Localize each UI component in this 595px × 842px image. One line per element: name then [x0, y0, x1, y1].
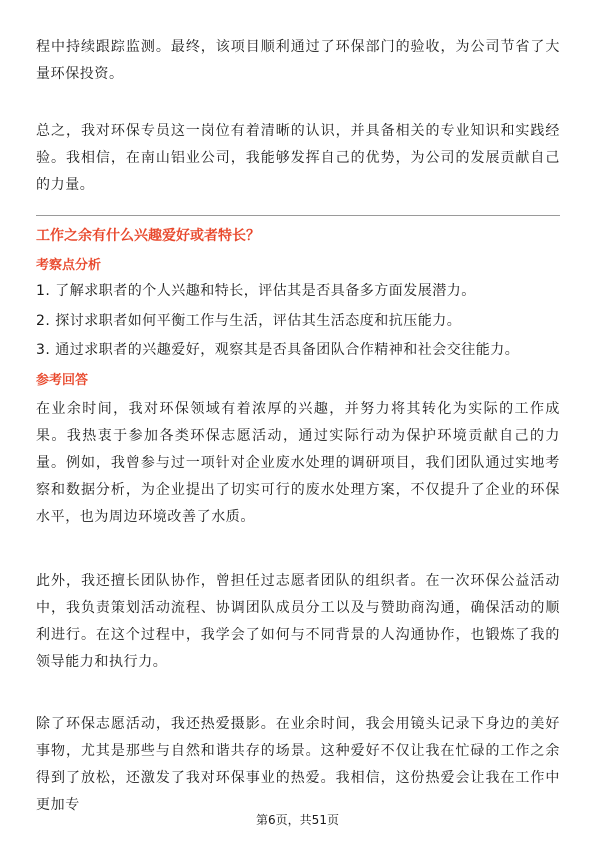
analysis-point: 1. 了解求职者的个人兴趣和特长，评估其是否具备多方面发展潜力。 — [36, 283, 476, 299]
previous-answer-paragraph-2: 总之，我对环保专员这一岗位有着清晰的认识，并具备相关的专业知识和实践经验。我相信，在南山铝业公司，我能够发挥自己的优势，为公司的发展贡献自己的力量。 — [36, 123, 560, 193]
previous-answer-paragraph-1: 程中持续跟踪监测。最终，该项目顺利通过了环保部门的验收，为公司节省了大量环保投资。 — [36, 39, 560, 82]
answer-heading: 参考回答 — [36, 373, 89, 388]
analysis-heading: 考察点分析 — [36, 258, 102, 273]
page-number: 第6页，共51页 — [256, 813, 339, 827]
answer-paragraph: 此外，我还擅长团队协作，曾担任过志愿者团队的组织者。在一次环保公益活动中，我负责策划活动流程、协调团队成员分工以及与赞助商沟通，确保活动的顺利进行。在这个过程中，我学会了如何与不同背景的人沟通协作，也锻炼了我的领导能力和执行力。 — [36, 573, 560, 670]
answer-paragraph: 除了环保志愿活动，我还热爱摄影。在业余时间，我会用镜头记录下身边的美好事物，尤其是那些与自然和谐共存的场景。这种爱好不仅让我在忙碌的工作之余得到了放松，还激发了我对环保事业的热爱。我相信，这份热爱会让我在工作中更加专 — [36, 716, 560, 813]
question-title: 工作之余有什么兴趣爱好或者特长？ — [36, 228, 260, 244]
answer-paragraph: 在业余时间，我对环保领域有着浓厚的兴趣，并努力将其转化为实际的工作成果。我热衷于参加各类环保志愿活动，通过实际行动为保护环境贡献自己的力量。例如，我曾参与过一项针对企业废水处理的调研项目，我们团队通过实地考察和数据分析，为企业提出了切实可行的废水处理方案，不仅提升了企业的环保水平，也为周边环境改善了水质。 — [36, 401, 560, 525]
analysis-point: 3. 通过求职者的兴趣爱好，观察其是否具备团队合作精神和社会交往能力。 — [36, 342, 520, 358]
analysis-point: 2. 探讨求职者如何平衡工作与生活，评估其生活态度和抗压能力。 — [36, 313, 462, 329]
section-divider — [36, 215, 560, 216]
